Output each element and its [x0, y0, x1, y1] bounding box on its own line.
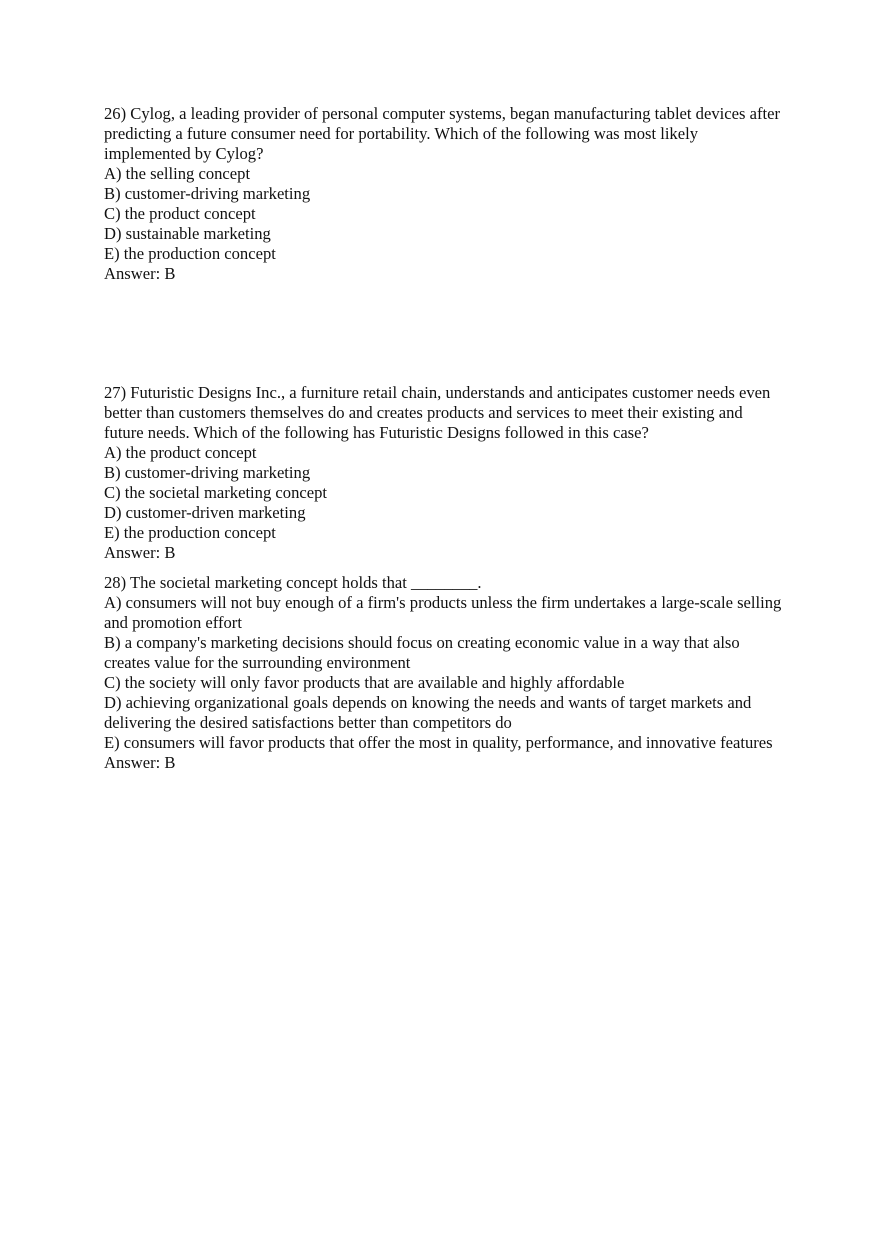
- option-e: E) consumers will favor products that offer the most in quality, performance, and innovative features: [104, 733, 773, 752]
- question-27: [104, 383, 784, 563]
- option-d: D) achieving organizational goals depends on knowing the needs and wants of target markets and delivering the desired satisfactions better than competitors do: [104, 693, 752, 732]
- option-a: A) the product concept: [104, 443, 257, 462]
- option-b: B) customer-driving marketing: [104, 184, 311, 203]
- option-d: D) customer-driven marketing: [104, 503, 306, 522]
- option-c: C) the society will only favor products that are available and highly affordable: [104, 673, 625, 692]
- option-e: E) the production concept: [104, 244, 276, 263]
- question-28: [104, 573, 784, 773]
- answer-line: Answer: B: [104, 753, 176, 772]
- answer-line: Answer: B: [104, 264, 176, 283]
- question-26: [104, 104, 784, 284]
- option-b: B) a company's marketing decisions should focus on creating economic value in a way that also creates value for the surrounding environment: [104, 633, 740, 672]
- option-e: E) the production concept: [104, 523, 276, 542]
- question-stem: 27) Futuristic Designs Inc., a furniture retail chain, understands and anticipates customer needs even better than customers themselves do and creates products and services to meet their existing and future needs. Which of the following has Futuristic Designs followed in this case?: [104, 383, 771, 442]
- option-c: C) the societal marketing concept: [104, 483, 328, 502]
- answer-line: Answer: B: [104, 543, 176, 562]
- option-a: A) the selling concept: [104, 164, 251, 183]
- option-d: D) sustainable marketing: [104, 224, 271, 243]
- question-stem: 28) The societal marketing concept holds that ________.: [104, 573, 482, 592]
- option-b: B) customer-driving marketing: [104, 463, 311, 482]
- question-stem: 26) Cylog, a leading provider of personal computer systems, began manufacturing tablet devices after predicting a future consumer need for portability. Which of the following was most likely implemented by Cylog?: [104, 104, 780, 163]
- option-a: A) consumers will not buy enough of a firm's products unless the firm undertakes a large-scale selling and promotion effort: [104, 593, 782, 632]
- option-c: C) the product concept: [104, 204, 256, 223]
